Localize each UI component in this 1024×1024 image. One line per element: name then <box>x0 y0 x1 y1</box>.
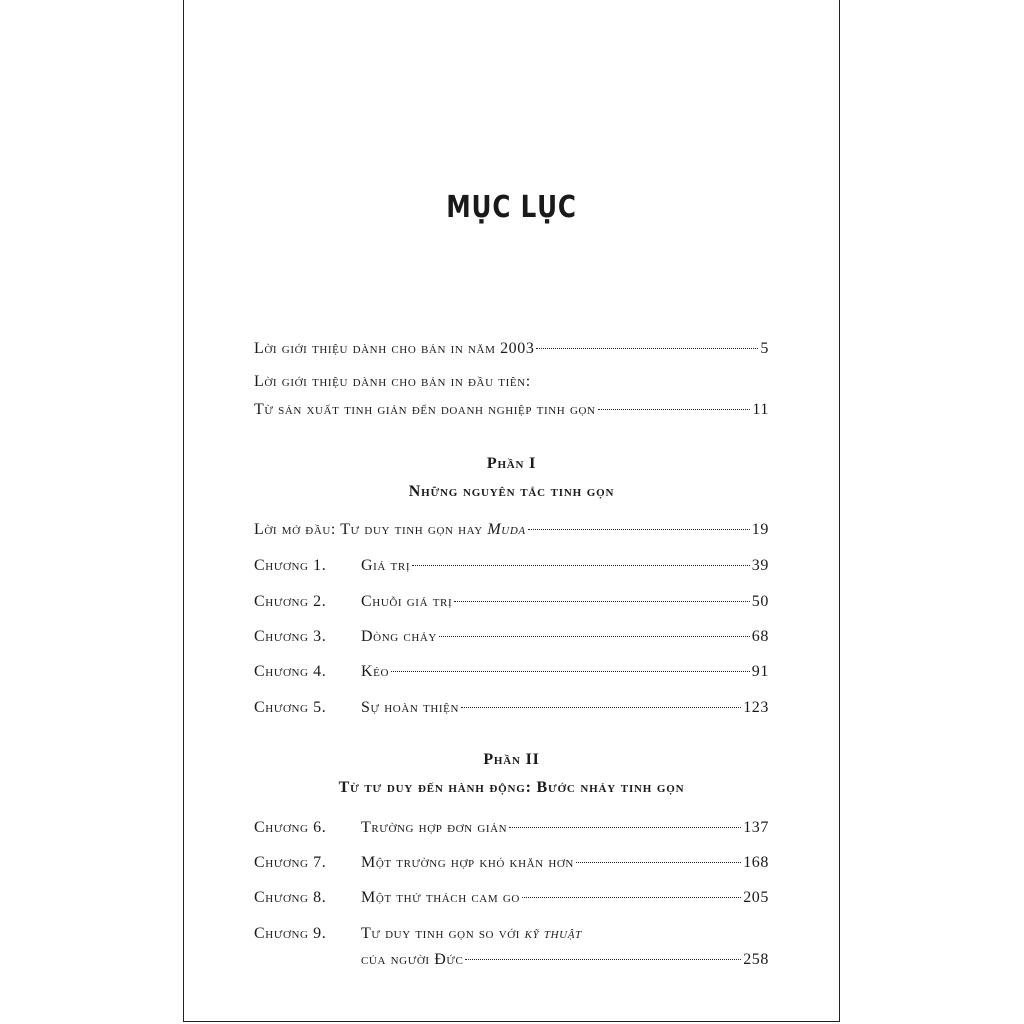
chapter-number: Chương 8. <box>254 889 327 906</box>
dot-leader <box>509 827 741 828</box>
dot-leader <box>461 707 741 708</box>
toc-entry-page: 123 <box>743 699 769 716</box>
italic-term: Muda <box>487 521 526 538</box>
toc-entry-chapter-9-line1[interactable] <box>254 925 769 951</box>
toc-entry-chapter-4[interactable] <box>254 663 769 689</box>
dot-leader <box>391 671 750 672</box>
toc-entry-chapter-8[interactable] <box>254 889 769 915</box>
toc-entry-intro-2003[interactable] <box>254 340 769 366</box>
dot-leader <box>598 409 751 410</box>
dot-leader <box>412 565 750 566</box>
toc-entry-chapter-2[interactable] <box>254 593 769 619</box>
part-heading: Phần II <box>483 751 540 768</box>
part-heading: Phần I <box>486 455 537 472</box>
toc-entry-page: 168 <box>743 854 769 871</box>
toc-entry-page: 205 <box>743 889 769 906</box>
dot-leader <box>465 959 741 960</box>
toc-entry-page: 39 <box>751 557 769 574</box>
toc-entry-label: Một thử thách cam go <box>361 889 520 906</box>
toc-entry-label: Kéo <box>361 663 390 680</box>
page-title: MỤC LỤC <box>446 190 577 225</box>
toc-entry-prologue[interactable] <box>254 521 769 547</box>
dot-leader <box>522 897 741 898</box>
dot-leader <box>576 862 741 863</box>
dot-leader <box>528 529 750 530</box>
chapter-number: Chương 5. <box>254 699 327 716</box>
chapter-number: Chương 6. <box>254 819 327 836</box>
part-subtitle: Những nguyên tắc tinh gọn <box>408 483 615 500</box>
toc-entry-label: Từ sản xuất tinh giản đến doanh nghiệp tinh gọn <box>254 401 596 418</box>
part-subtitle: Từ tư duy đến hành động: Bước nhảy tinh gọn <box>338 779 685 796</box>
toc-entry-label: Dòng chảy <box>361 628 437 645</box>
toc-entry-label: của người Đức <box>361 951 464 968</box>
toc-entry-label: Một trường hợp khó khăn hơn <box>361 854 574 871</box>
dot-leader <box>439 636 750 637</box>
toc-entry-page: 50 <box>751 593 769 610</box>
toc-entry-chapter-9[interactable] <box>361 951 769 977</box>
toc-entry-page: 19 <box>751 521 769 538</box>
chapter-number: Chương 3. <box>254 628 327 645</box>
toc-entry-page: 11 <box>752 401 769 418</box>
toc-entry-chapter-5[interactable] <box>254 699 769 725</box>
toc-entry-label: Sự hoàn thiện <box>361 699 459 716</box>
chapter-number: Chương 4. <box>254 663 327 680</box>
toc-entry-chapter-1[interactable] <box>254 557 769 583</box>
toc-entry-page: 68 <box>751 628 769 645</box>
dot-leader <box>536 348 758 349</box>
dot-leader <box>454 601 750 602</box>
italic-term: kỹ thuật <box>524 925 582 942</box>
toc-entry-chapter-6[interactable] <box>254 819 769 845</box>
toc-entry-page: 137 <box>743 819 769 836</box>
toc-entry-label: Lời giới thiệu dành cho bản in đầu tiên: <box>254 373 531 390</box>
toc-entry-intro-first[interactable] <box>254 401 769 427</box>
toc-entry-intro-first-line1[interactable] <box>254 373 769 399</box>
toc-entry-label: Chuỗi giá trị <box>361 593 453 610</box>
toc-entry-chapter-7[interactable] <box>254 854 769 880</box>
chapter-number: Chương 7. <box>254 854 327 871</box>
toc-entry-label: Trường hợp đơn giản <box>361 819 508 836</box>
chapter-number: Chương 9. <box>254 925 327 942</box>
toc-entry-label: Giá trị <box>361 557 411 574</box>
toc-entry-label: Tư duy tinh gọn so với kỹ thuật <box>361 925 582 942</box>
toc-entry-page: 258 <box>743 951 769 968</box>
toc-entry-page: 91 <box>751 663 769 680</box>
chapter-number: Chương 1. <box>254 557 327 574</box>
chapter-number: Chương 2. <box>254 593 327 610</box>
toc-entry-label: Lời giới thiệu dành cho bản in năm 2003 <box>254 340 535 357</box>
toc-entry-label: Lời mở đầu: Tư duy tinh gọn hay Muda <box>254 521 526 538</box>
book-page <box>183 0 840 1022</box>
toc-entry-page: 5 <box>760 340 769 357</box>
toc-entry-chapter-3[interactable] <box>254 628 769 654</box>
